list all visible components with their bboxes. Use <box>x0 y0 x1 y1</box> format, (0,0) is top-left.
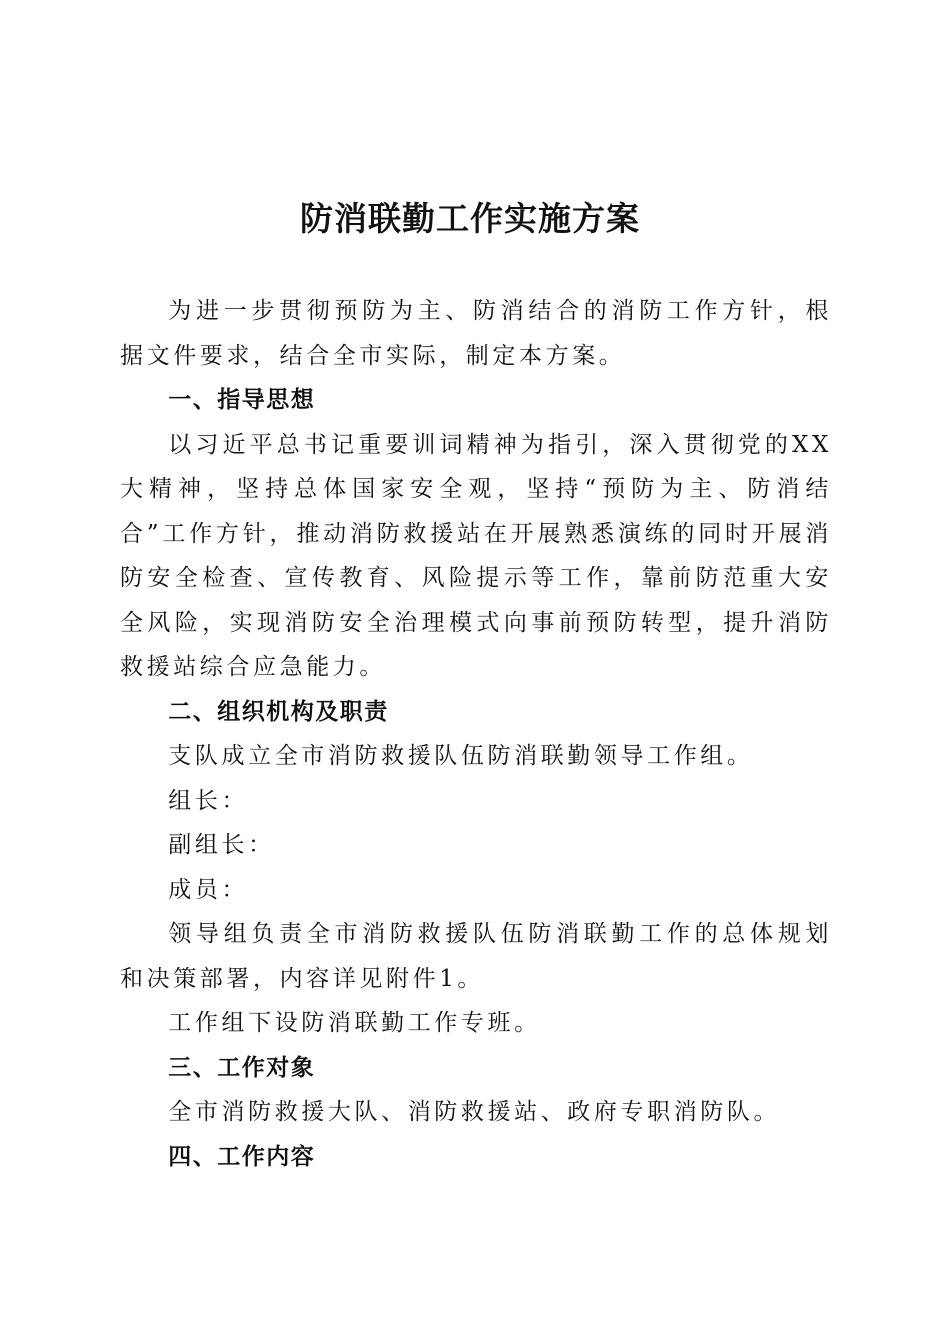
section-heading-work-content: 四、工作内容 <box>168 1143 316 1170</box>
document-body <box>120 289 832 1179</box>
section-heading-work-targets: 三、工作对象 <box>168 1054 316 1081</box>
working-group-paragraph: 工作组下设防消联勤工作专班。 <box>168 1010 541 1036</box>
members-line: 成员： <box>168 876 249 903</box>
deputy-leader-line: 副组长： <box>168 832 275 858</box>
intro-paragraph: 为进一步贯彻预防为主、防消结合的消防工作方针，根据文件要求，结合全市实际，制定本方案。 <box>120 298 832 369</box>
section-heading-guiding-ideology: 一、指导思想 <box>168 387 316 413</box>
guiding-ideology-paragraph: 以习近平总书记重要训词精神为指引，深入贯彻党的XX大精神，坚持总体国家安全观，坚持“预防为主、防消结合”工作方针，推动消防救援站在开展熟悉演练的同时开展消防安全检查、宣传教育、风险提示等工作，靠前防范重大安全风险，实现消防安全治理模式向事前预防转型，提升消防救援站综合应急能力。 <box>120 431 832 680</box>
section-heading-organization: 二、组织机构及职责 <box>168 698 389 725</box>
organization-paragraph: 支队成立全市消防救援队伍防消联勤领导工作组。 <box>168 743 754 769</box>
group-leader-line: 组长： <box>168 787 249 814</box>
document-title: 防消联勤工作实施方案 <box>300 199 640 238</box>
leadership-duty-paragraph: 领导组负责全市消防救援队伍防消联勤工作的总体规划和决策部署，内容详见附件1。 <box>120 921 832 992</box>
work-targets-paragraph: 全市消防救援大队、消防救援站、政府专职消防队。 <box>168 1099 781 1125</box>
